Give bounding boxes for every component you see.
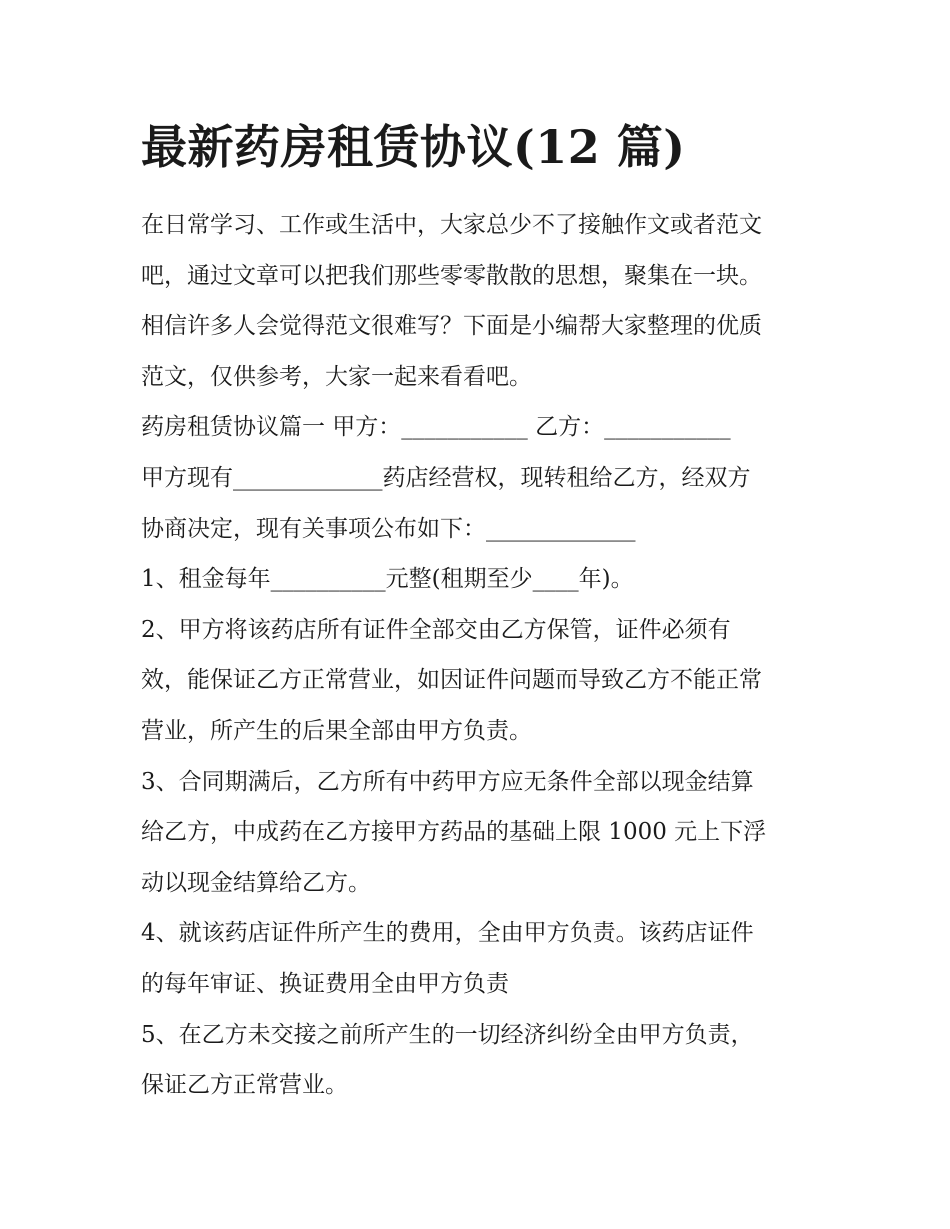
text-line: 协商决定，现有关事项公布如下：_____________ xyxy=(141,515,636,542)
text-line: 给乙方，中成药在乙方接甲方药品的基础上限 1000 元上下浮 xyxy=(141,819,767,846)
document-title: 最新药房租赁协议(12 篇) xyxy=(141,120,686,174)
document-page xyxy=(141,112,831,1111)
text-line: 的每年审证、换证费用全由甲方负责 xyxy=(141,970,509,997)
text-line: 药房租赁协议篇一 甲方：___________ 乙方：___________ xyxy=(141,414,731,441)
text-line: 1、租金每年__________元整(租期至少____年)。 xyxy=(141,566,634,593)
text-line: 4、就该药店证件所产生的费用，全由甲方负责。该药店证件 xyxy=(141,920,754,947)
text-line: 在日常学习、工作或生活中，大家总少不了接触作文或者范文 xyxy=(141,212,762,238)
document-body xyxy=(141,200,831,1111)
text-line: 范文，仅供参考，大家一起来看看吧。 xyxy=(141,363,532,390)
text-line: 保证乙方正常营业。 xyxy=(141,1072,348,1099)
text-line: 2、甲方将该药店所有证件全部交由乙方保管，证件必须有 xyxy=(141,616,731,643)
text-line: 营业，所产生的后果全部由甲方负责。 xyxy=(141,717,532,744)
text-line: 动以现金结算给乙方。 xyxy=(141,869,371,896)
text-line: 吧，通过文章可以把我们那些零零散散的思想，聚集在一块。 xyxy=(141,262,762,289)
text-line: 甲方现有_____________药店经营权，现转租给乙方，经双方 xyxy=(141,464,751,491)
text-line: 相信许多人会觉得范文很难写？下面是小编帮大家整理的优质 xyxy=(141,313,762,340)
text-line: 3、合同期满后，乙方所有中药甲方应无条件全部以现金结算 xyxy=(141,768,754,795)
text-line: 效，能保证乙方正常营业，如因证件问题而导致乙方不能正常 xyxy=(141,667,762,694)
text-line: 5、在乙方未交接之前所产生的一切经济纠纷全由甲方负责， xyxy=(141,1021,754,1048)
